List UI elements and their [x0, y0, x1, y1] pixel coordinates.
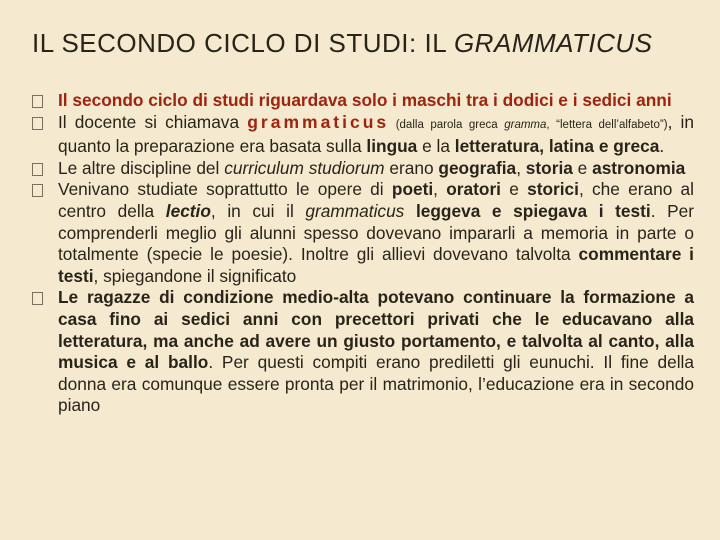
text-run: . Per questi compiti erano prediletti gli eunuchi. Il fine della donna era comunque essere pronta per il matrimonio, l’educazione era in secondo piano — [58, 352, 695, 416]
grammaticus-term: grammaticus — [305, 200, 405, 221]
text-run — [404, 201, 416, 221]
text-run: , che erano al centro della — [58, 179, 695, 221]
text-run: e — [572, 157, 593, 178]
ragazze-text: Le ragazze di condizione medio-alta potevano continuare la formazione a casa fino ai sedici anni con precettori privati che le educavano alla letteratura, ma anche ad avere un giusto portamento, e talvolta al canto, alla musica e al ballo — [58, 287, 694, 373]
geografia-term: geografia — [438, 157, 517, 178]
storia-term: storia — [525, 157, 573, 178]
title-italic: GRAMMATICUS — [453, 28, 653, 58]
bullet-item-5 — [32, 287, 694, 417]
lectio-term: lectio — [165, 200, 211, 221]
text-run: , spiegandone il significato — [93, 265, 297, 286]
bullet-box-icon — [32, 292, 43, 305]
bullet-text: Il secondo ciclo di studi riguardava solo i maschi tra i dodici e i sedici anni — [58, 90, 672, 110]
slide-title — [32, 28, 653, 59]
oratori-term: oratori — [446, 179, 501, 200]
gramma-term: gramma — [504, 118, 547, 131]
bullet-list — [32, 90, 694, 417]
text-run: , “lettera dell’alfabeto”) — [546, 118, 668, 131]
bullet-box-icon — [32, 184, 43, 197]
letteratura-term: letteratura, latina e greca — [454, 136, 660, 157]
title-main: IL SECONDO CICLO DI STUDI: IL — [32, 28, 454, 58]
bullet-item-3 — [32, 158, 694, 180]
leggeva-term: leggeva e spiegava i testi — [415, 200, 651, 221]
commentare-term: commentare i testi — [58, 244, 694, 286]
astronomia-term: astronomia — [592, 157, 686, 178]
text-run: . Per comprenderli meglio gli alunni spesso dovevano impararli a memoria in parte o totalmente (specie le poesie). Inoltre gli allievi dovevano talvolta — [58, 200, 694, 265]
text-run: e — [500, 179, 528, 200]
text-run: erano — [384, 157, 439, 178]
bullet-box-icon — [32, 163, 43, 176]
text-run: Il docente si chiamava — [58, 111, 248, 132]
bullet-item-1 — [32, 90, 694, 112]
bullet-item-4 — [32, 179, 694, 287]
text-run: (dalla parola greca — [389, 118, 505, 131]
curriculum-term: curriculum studiorum — [224, 157, 385, 178]
bullet-box-icon — [32, 95, 43, 108]
text-run: . — [659, 136, 665, 157]
text-run: Venivano studiate soprattutto le opere di — [58, 179, 392, 200]
text-run: , — [433, 179, 447, 200]
lingua-term: lingua — [366, 136, 418, 157]
text-run: , in quanto la preparazione era basata sulla — [58, 111, 694, 157]
bullet-item-2 — [32, 112, 694, 158]
grammaticus-term: grammaticus — [247, 111, 390, 132]
text-run: e la — [417, 136, 455, 157]
bullet-box-icon — [32, 117, 43, 130]
text-run: , in cui il — [210, 200, 306, 221]
text-run: Le altre discipline del — [58, 157, 225, 178]
storici-term: storici — [527, 179, 579, 200]
poeti-term: poeti — [391, 179, 434, 200]
text-run: , — [516, 157, 526, 178]
